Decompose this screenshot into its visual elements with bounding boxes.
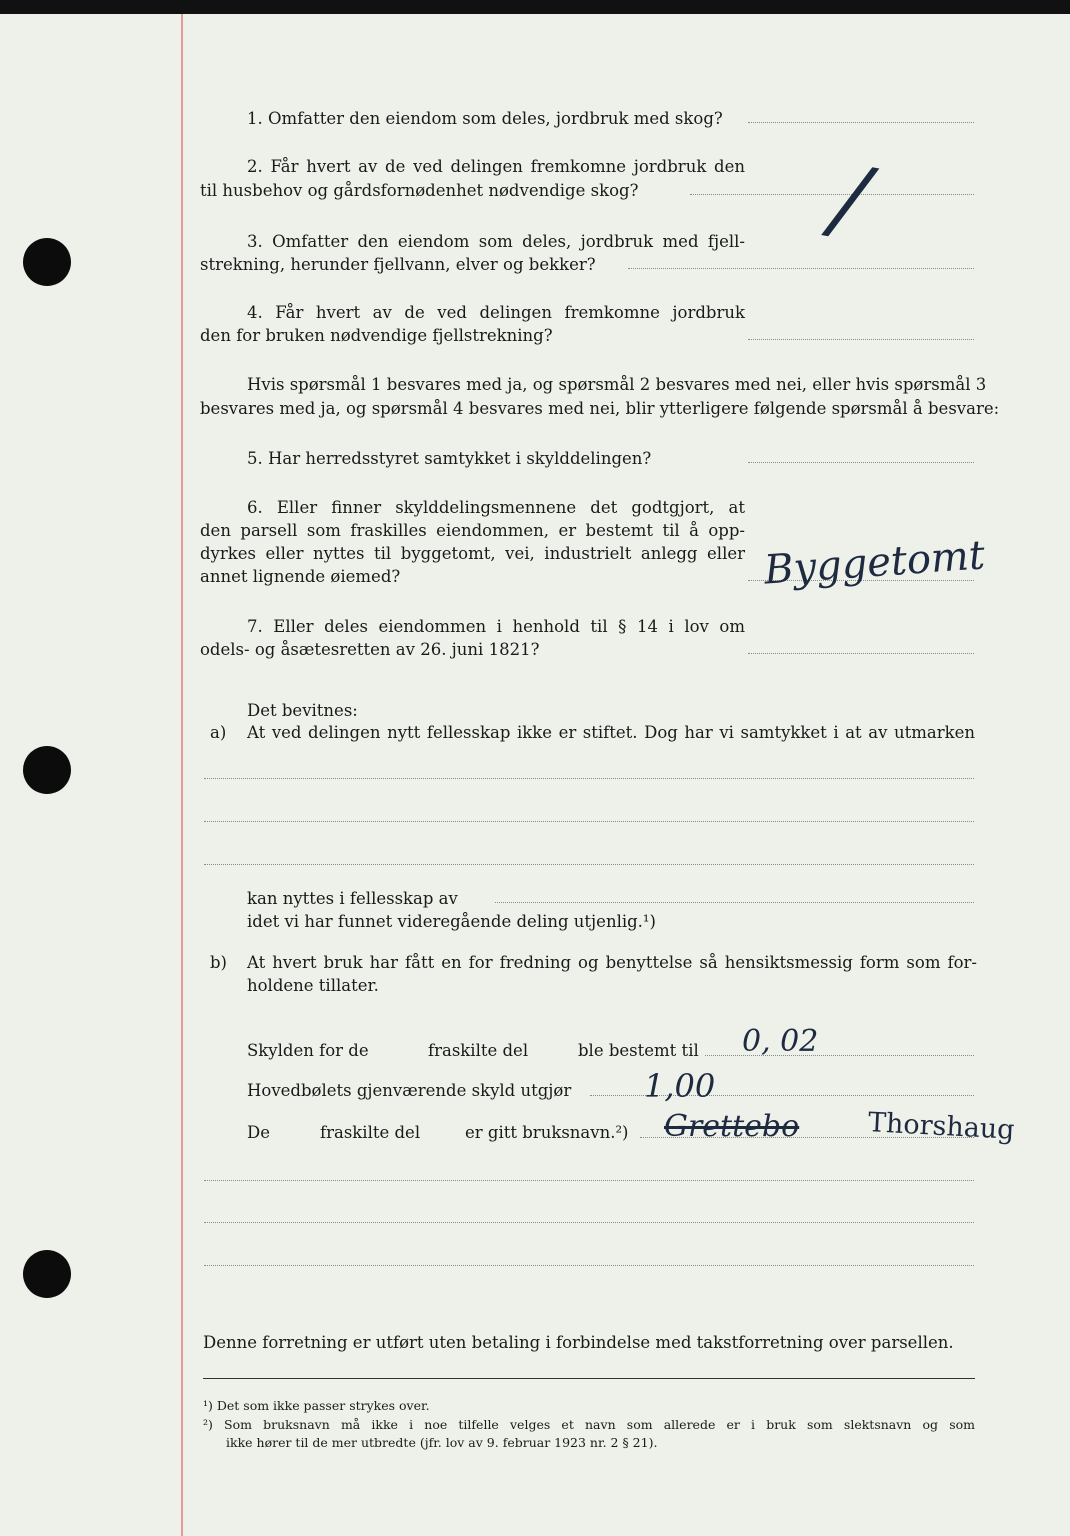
blank-line-4 — [204, 1180, 974, 1181]
common-use-answer-line — [495, 902, 974, 903]
handwritten-skyld-value: 0, 02 — [742, 1024, 819, 1059]
item-a-label: a) — [210, 723, 227, 742]
handwritten-farm-name: Thorshaug — [867, 1107, 1016, 1146]
question-5: 5. Har herredsstyret samtykket i skylddelingen? — [247, 449, 652, 468]
name-word-2: fraskilte del — [320, 1123, 421, 1142]
closing-statement: Denne forretning er utført uten betaling i forbindelse med takstforretning over parsellen. — [203, 1333, 954, 1352]
question-7-line-2: odels- og åsætesretten av 26. juni 1821? — [200, 640, 540, 659]
blank-line-1 — [204, 778, 974, 779]
answer-line-7 — [748, 653, 974, 654]
question-2-line-2: til husbehov og gårdsfornødenhet nødvendige skog? — [200, 181, 639, 200]
item-b-label: b) — [210, 953, 227, 972]
question-3-line-2: strekning, herunder fjellvann, elver og bekker? — [200, 255, 596, 274]
common-use-line-1: kan nyttes i fellesskap av — [247, 889, 458, 908]
footnote-rule — [203, 1378, 975, 1379]
blank-line-2 — [204, 821, 974, 822]
skyld-word-3: ble bestemt til — [578, 1041, 699, 1060]
answer-line-1 — [748, 122, 974, 123]
question-4-line-1: 4. Får hvert av de ved delingen fremkomne jordbruk — [247, 303, 745, 322]
answer-line-3 — [628, 268, 974, 269]
binder-hole-top — [23, 238, 71, 286]
name-word-1: De — [247, 1123, 270, 1142]
footnote-1: ¹) Det som ikke passer strykes over. — [203, 1398, 430, 1413]
certification-heading: Det bevitnes: — [247, 701, 358, 720]
question-7-line-1: 7. Eller deles eiendommen i henhold til § 14 i lov om — [247, 617, 745, 636]
common-use-line-2: idet vi har funnet videregående deling utjenlig.¹) — [247, 912, 656, 931]
answer-line-4 — [748, 339, 974, 340]
item-b-line-2: holdene tillater. — [247, 976, 379, 995]
question-6-line-3: dyrkes eller nyttes til byggetomt, vei, industrielt anlegg eller — [200, 544, 745, 563]
skyld-word-1: Skylden for de — [247, 1041, 369, 1060]
item-b-line-1: At hvert bruk har fått en for fredning og benyttelse så hensiktsmessig form som for- — [247, 953, 977, 972]
question-6-line-4: annet lignende øiemed? — [200, 567, 401, 586]
question-2-line-1: 2. Får hvert av de ved delingen fremkomne jordbruk den — [247, 157, 745, 176]
condition-line-2: besvares med ja, og spørsmål 4 besvares med nei, blir ytterligere følgende spørsmål å besvare: — [200, 399, 1000, 418]
condition-line-1: Hvis spørsmål 1 besvares med ja, og spørsmål 2 besvares med nei, eller hvis spørsmål 3 — [247, 375, 987, 394]
answer-line-5 — [748, 462, 974, 463]
blank-line-6 — [204, 1265, 974, 1266]
binder-hole-bottom — [23, 1250, 71, 1298]
question-6-line-1: 6. Eller finner skylddelingsmennene det godtgjort, at — [247, 498, 745, 517]
binder-hole-middle — [23, 746, 71, 794]
name-word-3: er gitt bruksnavn.²) — [465, 1123, 629, 1142]
question-6-line-2: den parsell som fraskilles eiendommen, er bestemt til å opp- — [200, 521, 745, 540]
handwritten-hoved-value: 1,00 — [644, 1067, 716, 1105]
margin-line — [181, 14, 183, 1536]
footnote-2-line-2: ikke hører til de mer utbredte (jfr. lov av 9. februar 1923 nr. 2 § 21). — [226, 1435, 658, 1450]
blank-line-3 — [204, 864, 974, 865]
item-a-text: At ved delingen nytt fellesskap ikke er stiftet. Dog har vi samtykket i at av utmarken — [247, 723, 975, 742]
handwritten-struck-name: Grettebo — [664, 1109, 800, 1144]
scan-top-edge — [0, 0, 1070, 14]
hoved-label: Hovedbølets gjenværende skyld utgjør — [247, 1081, 572, 1100]
footnote-2-line-1: ²) Som bruksnavn må ikke i noe tilfelle velges et navn som allerede er i bruk som slektsnavn og som — [203, 1417, 975, 1432]
handwritten-mark-q2: / — [826, 144, 876, 255]
question-4-line-2: den for bruken nødvendige fjellstrekning? — [200, 326, 553, 345]
handwritten-answer-q6: Byggetomt — [762, 532, 987, 594]
answer-line-2 — [690, 194, 974, 195]
blank-line-5 — [204, 1222, 974, 1223]
question-3-line-1: 3. Omfatter den eiendom som deles, jordbruk med fjell- — [247, 232, 745, 251]
question-1: 1. Omfatter den eiendom som deles, jordbruk med skog? — [247, 109, 723, 128]
skyld-word-2: fraskilte del — [428, 1041, 529, 1060]
